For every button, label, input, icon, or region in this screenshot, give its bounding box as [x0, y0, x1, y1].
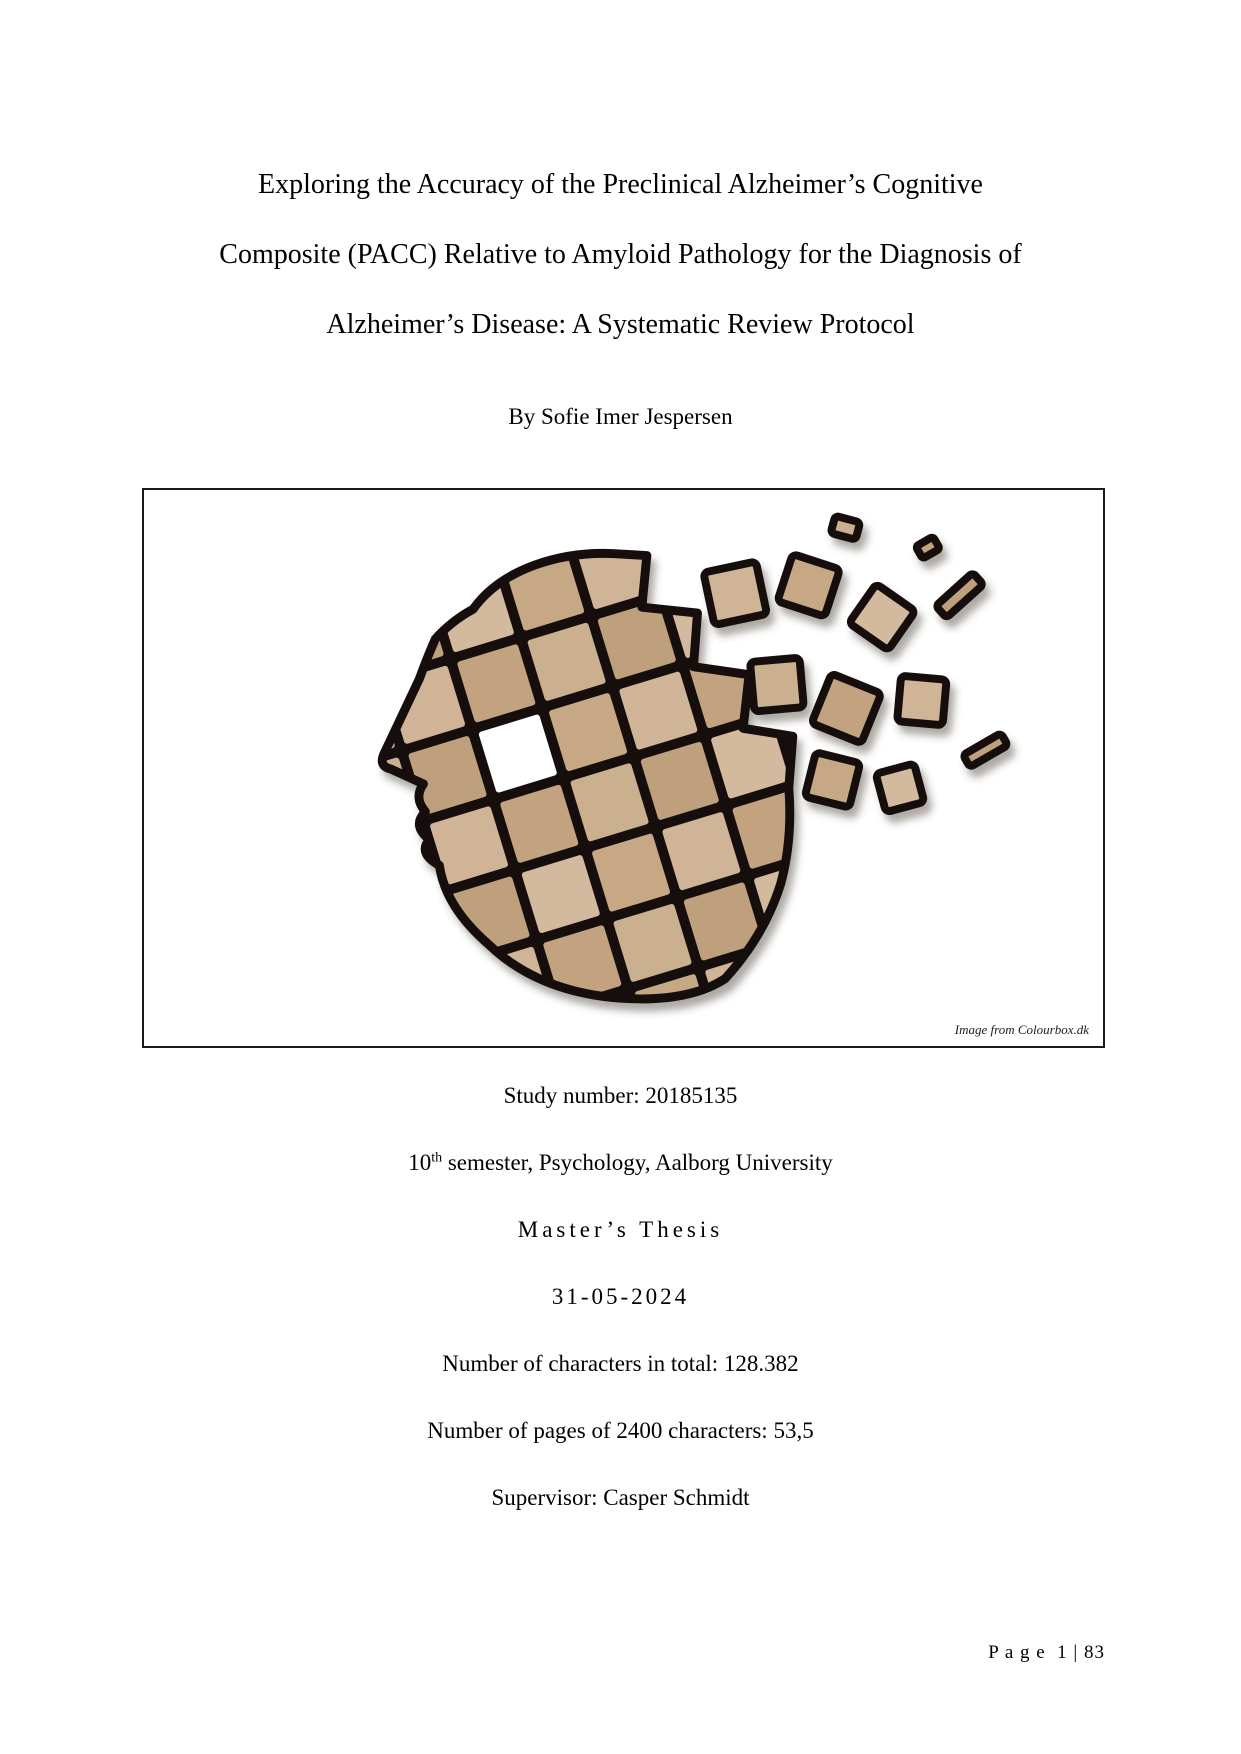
semester-line — [0, 1129, 1241, 1196]
page-count-line: Number of pages of 2400 characters: 53,5 — [427, 1418, 814, 1443]
supervisor-line: Supervisor: Casper Schmidt — [491, 1485, 750, 1510]
title-line-2: Composite (PACC) Relative to Amyloid Pathology for the Diagnosis of — [219, 239, 1022, 270]
character-count-line: Number of characters in total: 128.382 — [442, 1351, 799, 1376]
document-title — [60, 150, 1181, 360]
author-byline: By Sofie Imer Jespersen — [508, 404, 733, 429]
page-number-footer: P a g e 1 | 83 — [988, 1642, 1105, 1663]
semester-rest: semester, Psychology, Aalborg University — [442, 1150, 833, 1175]
semester-prefix: 10 — [408, 1150, 432, 1175]
date-line: 31-05-2024 — [551, 1284, 690, 1309]
puzzle-head-illustration — [144, 490, 1103, 1046]
semester-ordinal: th — [431, 1150, 443, 1166]
figure-credit: Image from Colourbox.dk — [954, 1022, 1089, 1037]
study-number-line: Study number: 20185135 — [503, 1083, 738, 1108]
cover-details — [0, 1062, 1241, 1531]
cover-figure — [142, 488, 1105, 1048]
title-line-1: Exploring the Accuracy of the Preclinical Alzheimer’s Cognitive — [258, 169, 983, 200]
title-line-3: Alzheimer’s Disease: A Systematic Review Protocol — [326, 309, 915, 340]
thesis-type-line: Master’s Thesis — [517, 1217, 724, 1242]
